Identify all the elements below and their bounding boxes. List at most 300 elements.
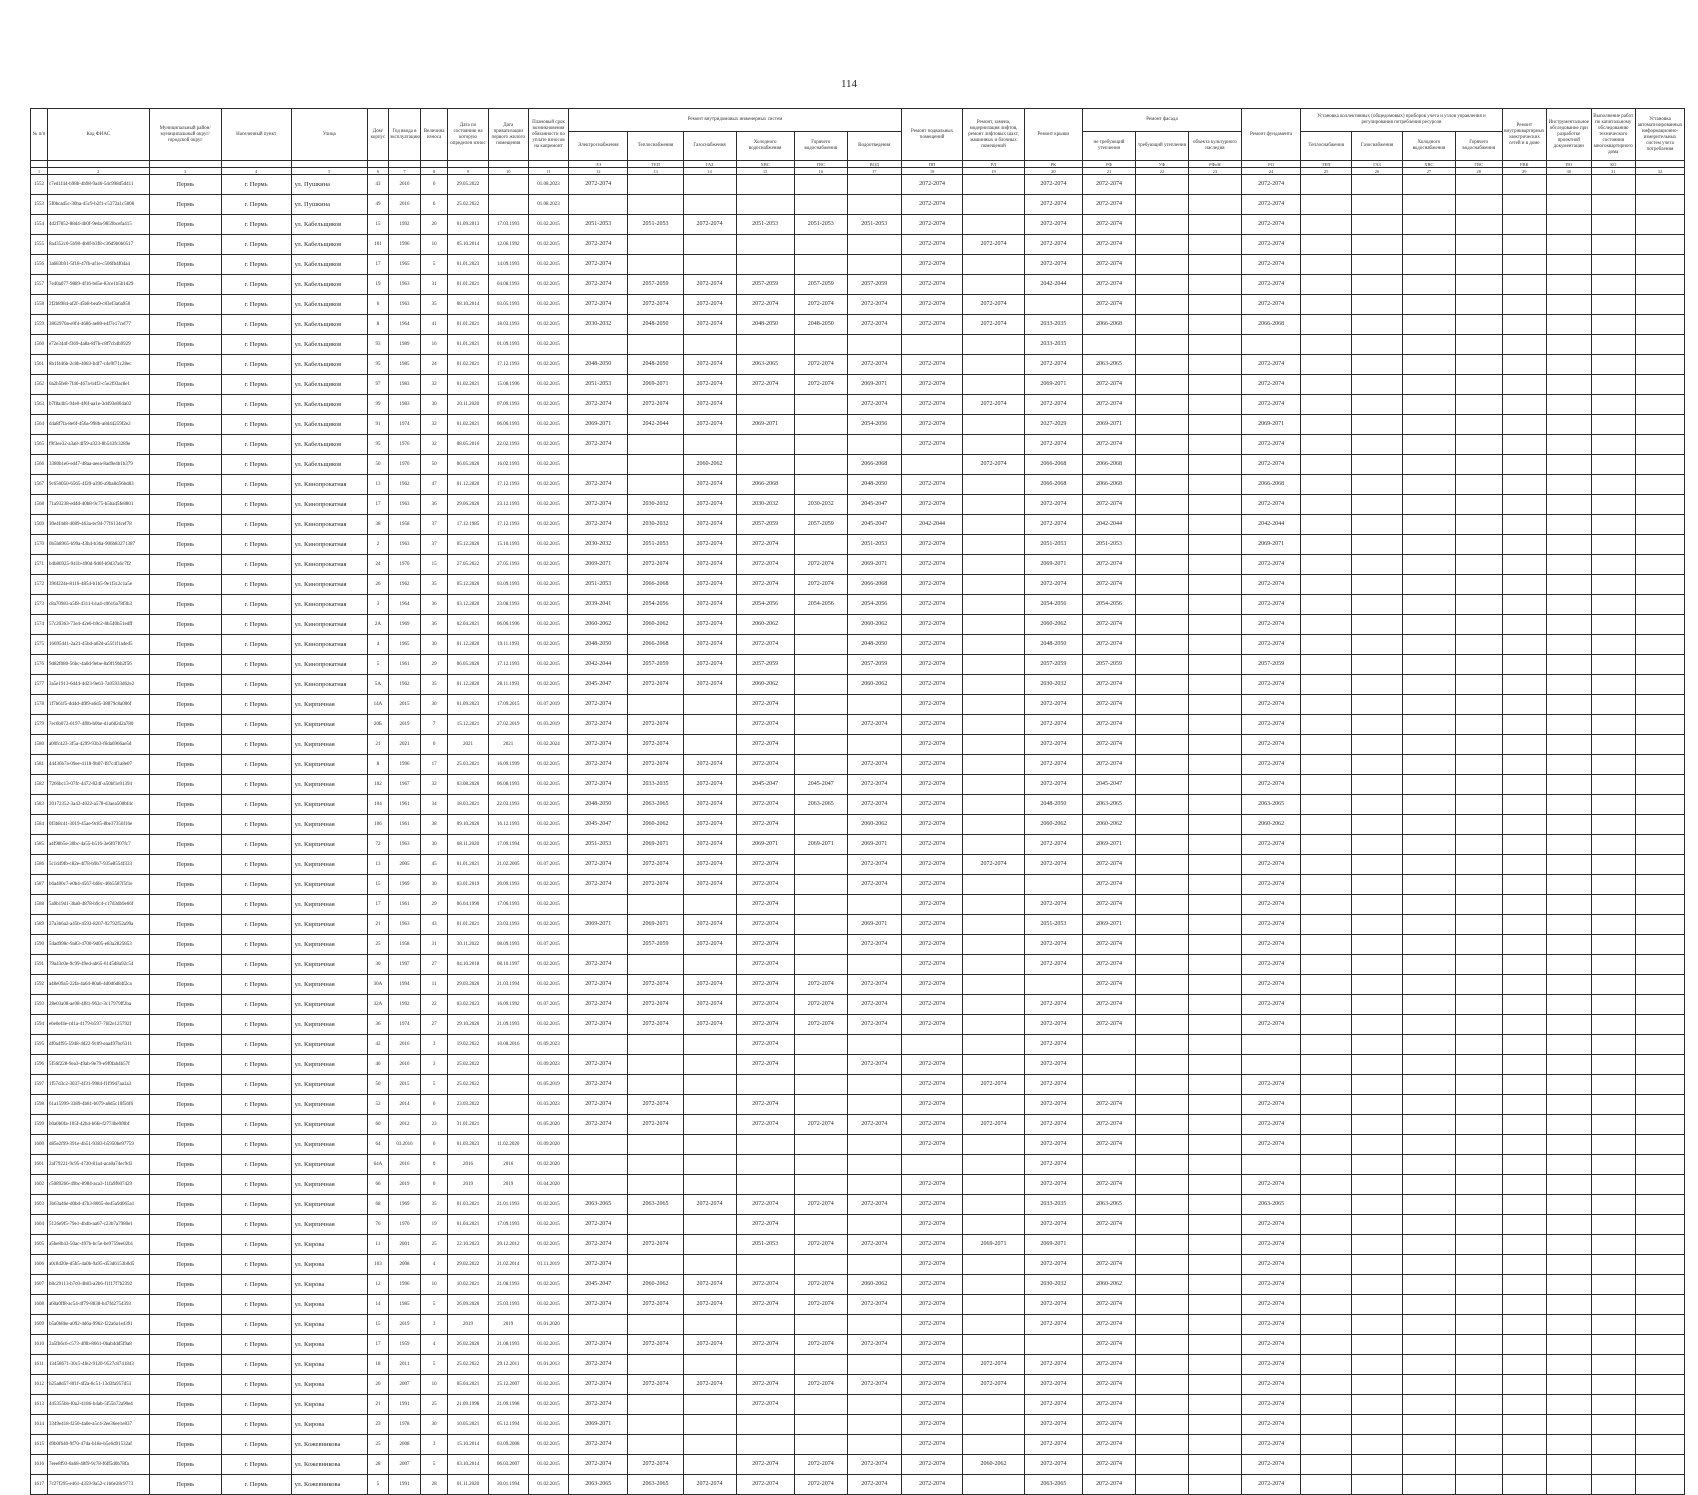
year-built-cell: 1964 xyxy=(389,595,421,615)
electric-repair-cell xyxy=(569,335,628,355)
fias-code-cell: e6e0ef4e-cd1a-4179-b597-76f2e125792f xyxy=(47,1015,149,1035)
header-col-planned: Плановый срок возникновения обязанности по уплате взносов на капремонт xyxy=(528,109,568,161)
drain-repair-cell: 2057-2059 xyxy=(847,275,901,295)
municipality-cell: Пермь xyxy=(149,1135,221,1155)
wear-cell: 4 xyxy=(420,1335,448,1355)
inspection-cell xyxy=(1547,1435,1591,1455)
date-state-cell: 01.01.2021 xyxy=(448,335,488,355)
date-privatization-cell: 05.12.1994 xyxy=(488,1415,528,1435)
hot-water-repair-cell xyxy=(794,715,847,735)
street-cell: ул. Кабельщиков xyxy=(291,235,367,255)
date-privatization-cell: 08.09.1993 xyxy=(488,935,528,955)
heat-repair-cell: 2072-2074 xyxy=(628,975,683,995)
drain-repair-cell: 2072-2074 xyxy=(847,1475,901,1495)
cold-water-repair-cell: 2072-2074 xyxy=(736,1115,794,1135)
inspection-cell xyxy=(1547,955,1591,975)
meter-cold-cell xyxy=(1402,695,1455,715)
wear-cell: 29 xyxy=(420,895,448,915)
roof-repair-cell: 2069-2071 xyxy=(1024,555,1082,575)
heat-repair-cell xyxy=(628,235,683,255)
settlement-cell: г. Пермь xyxy=(221,535,291,555)
settlement-cell: г. Пермь xyxy=(221,1195,291,1215)
settlement-cell: г. Пермь xyxy=(221,195,291,215)
gas-repair-cell xyxy=(683,255,736,275)
house-cell: 36 xyxy=(367,1015,388,1035)
table-row xyxy=(31,1355,1685,1375)
row-number-cell: 1604 xyxy=(31,1215,48,1235)
street-cell: ул. Кирпичная xyxy=(291,775,367,795)
header-sys-gas: Газоснабжения xyxy=(683,132,736,161)
facade-repair-cell: 2072-2074 xyxy=(1082,495,1135,515)
lift-repair-cell xyxy=(963,955,1024,975)
hot-water-repair-cell xyxy=(794,815,847,835)
inspection-cell xyxy=(1547,255,1591,275)
facade-heritage-cell xyxy=(1188,295,1241,315)
date-state-cell: 01.03.2021 xyxy=(448,1195,488,1215)
street-cell: ул. Кабельщиков xyxy=(291,395,367,415)
tech-survey-cell xyxy=(1591,935,1635,955)
meter-hot-cell xyxy=(1455,675,1502,695)
header-number-cell: 2 xyxy=(47,168,149,175)
drain-repair-cell xyxy=(847,1395,901,1415)
tech-survey-cell xyxy=(1591,835,1635,855)
row-number-cell: 1566 xyxy=(31,455,48,475)
facade-heritage-cell xyxy=(1188,195,1241,215)
drain-repair-cell xyxy=(847,1135,901,1155)
electric-repair-cell: 2072-2074 xyxy=(569,775,628,795)
lift-repair-cell xyxy=(963,695,1024,715)
meter-hot-cell xyxy=(1455,275,1502,295)
date-state-cell: 30.11.2022 xyxy=(448,935,488,955)
table-row xyxy=(31,1395,1685,1415)
lift-repair-cell xyxy=(963,895,1024,915)
date-privatization-cell: 17.12.1993 xyxy=(488,515,528,535)
facade-heritage-cell xyxy=(1188,675,1241,695)
lift-repair-cell xyxy=(963,495,1024,515)
wear-cell: 10 xyxy=(420,235,448,255)
tech-survey-cell xyxy=(1591,1335,1635,1355)
wiring-cell xyxy=(1502,175,1546,195)
facade-heritage-cell xyxy=(1188,1095,1241,1115)
cold-water-repair-cell: 2072-2074 xyxy=(736,1455,794,1475)
fias-code-cell: 8a4352c0-5b98-4b0f-b3f8-c36d9b0b0517 xyxy=(47,235,149,255)
electric-repair-cell: 2072-2074 xyxy=(569,1075,628,1095)
municipality-cell: Пермь xyxy=(149,295,221,315)
settlement-cell: г. Пермь xyxy=(221,275,291,295)
facade-heritage-cell xyxy=(1188,1195,1241,1215)
inspection-cell xyxy=(1547,1415,1591,1435)
facade-repair-cell: 2045-2047 xyxy=(1082,775,1135,795)
basement-repair-cell: 2072-2074 xyxy=(901,1015,962,1035)
settlement-cell: г. Пермь xyxy=(221,455,291,475)
meter-gas-cell xyxy=(1352,235,1403,255)
house-cell: 5А xyxy=(367,675,388,695)
foundation-repair-cell: 2072-2074 xyxy=(1241,455,1300,475)
cold-water-repair-cell: 2072-2074 xyxy=(736,915,794,935)
date-privatization-cell: 17.09.2015 xyxy=(488,695,528,715)
header-col-no: № п/п xyxy=(31,109,48,161)
facade-insulation-cell xyxy=(1135,435,1188,455)
year-built-cell: 1962 xyxy=(389,675,421,695)
meter-gas-cell xyxy=(1352,1355,1403,1375)
heat-repair-cell xyxy=(628,1215,683,1235)
heat-repair-cell: 2042-2044 xyxy=(628,415,683,435)
basement-repair-cell xyxy=(901,455,962,475)
facade-repair-cell: 2072-2074 xyxy=(1082,875,1135,895)
gas-repair-cell xyxy=(683,1095,736,1115)
meter-cold-cell xyxy=(1402,315,1455,335)
meter-heat-cell xyxy=(1301,1055,1352,1075)
heat-repair-cell: 2072-2074 xyxy=(628,1015,683,1035)
date-privatization-cell: 21.09.1993 xyxy=(488,1015,528,1035)
house-cell: 15 xyxy=(367,215,388,235)
inspection-cell xyxy=(1547,1355,1591,1375)
table-row xyxy=(31,835,1685,855)
facade-insulation-cell xyxy=(1135,1295,1188,1315)
table-row xyxy=(31,355,1685,375)
meter-heat-cell xyxy=(1301,295,1352,315)
date-planned-cell: 01.02.2015 xyxy=(528,215,568,235)
hot-water-repair-cell xyxy=(794,635,847,655)
facade-insulation-cell xyxy=(1135,815,1188,835)
header-sys-drain: Водоотведения xyxy=(847,132,901,161)
municipality-cell: Пермь xyxy=(149,315,221,335)
facade-heritage-cell xyxy=(1188,1435,1241,1455)
date-planned-cell: 01.03.2019 xyxy=(528,715,568,735)
facade-repair-cell: 2072-2074 xyxy=(1082,955,1135,975)
roof-repair-cell: 2027-2029 xyxy=(1024,415,1082,435)
meter-hot-cell xyxy=(1455,755,1502,775)
wiring-cell xyxy=(1502,335,1546,355)
street-cell: ул. Кирпичная xyxy=(291,975,367,995)
inspection-cell xyxy=(1547,635,1591,655)
date-privatization-cell xyxy=(488,1115,528,1135)
header-number-cell: 21 xyxy=(1082,168,1135,175)
date-state-cell: 01.02.2021 xyxy=(448,415,488,435)
row-number-cell: 1595 xyxy=(31,1035,48,1055)
inspection-cell xyxy=(1547,935,1591,955)
gas-repair-cell xyxy=(683,895,736,915)
meter-heat-cell xyxy=(1301,915,1352,935)
hot-water-repair-cell xyxy=(794,1095,847,1115)
table-row xyxy=(31,1055,1685,1075)
house-cell: 93 xyxy=(367,335,388,355)
facade-repair-cell xyxy=(1082,335,1135,355)
energy-system-cell xyxy=(1636,595,1685,615)
date-privatization-cell: 21.03.1994 xyxy=(488,975,528,995)
meter-hot-cell xyxy=(1455,915,1502,935)
meter-gas-cell xyxy=(1352,375,1403,395)
foundation-repair-cell: 2072-2074 xyxy=(1241,735,1300,755)
facade-heritage-cell xyxy=(1188,975,1241,995)
header-code-cell xyxy=(291,161,367,168)
house-cell: 20Б xyxy=(367,715,388,735)
fias-code-cell: 3a5e1913-6d44-4d23-9e63-7a05933d62e2 xyxy=(47,675,149,695)
cold-water-repair-cell xyxy=(736,175,794,195)
date-privatization-cell: 20.09.1993 xyxy=(488,875,528,895)
hot-water-repair-cell xyxy=(794,1355,847,1375)
fias-code-cell: a5be8b43-50ac-497b-bc5e-be9759ee02b1 xyxy=(47,1235,149,1255)
heat-repair-cell: 2072-2074 xyxy=(628,1335,683,1355)
settlement-cell: г. Пермь xyxy=(221,1275,291,1295)
house-cell: 28 xyxy=(367,1455,388,1475)
wear-cell: 3 xyxy=(420,1315,448,1335)
heat-repair-cell: 2060-2062 xyxy=(628,815,683,835)
meter-cold-cell xyxy=(1402,1115,1455,1135)
meter-gas-cell xyxy=(1352,495,1403,515)
meter-heat-cell xyxy=(1301,835,1352,855)
meter-heat-cell xyxy=(1301,575,1352,595)
municipality-cell: Пермь xyxy=(149,775,221,795)
date-privatization-cell: 21.08.1993 xyxy=(488,1275,528,1295)
meter-heat-cell xyxy=(1301,1215,1352,1235)
inspection-cell xyxy=(1547,895,1591,915)
drain-repair-cell: 2072-2074 xyxy=(847,1055,901,1075)
inspection-cell xyxy=(1547,375,1591,395)
municipality-cell: Пермь xyxy=(149,735,221,755)
year-built-cell: 1958 xyxy=(389,515,421,535)
lift-repair-cell xyxy=(963,795,1024,815)
meter-cold-cell xyxy=(1402,975,1455,995)
lift-repair-cell xyxy=(963,1335,1024,1355)
electric-repair-cell: 2072-2074 xyxy=(569,735,628,755)
year-built-cell: 1969 xyxy=(389,1195,421,1215)
cold-water-repair-cell: 2057-2059 xyxy=(736,275,794,295)
lift-repair-cell xyxy=(963,475,1024,495)
heat-repair-cell: 2057-2059 xyxy=(628,655,683,675)
electric-repair-cell: 2072-2074 xyxy=(569,1095,628,1115)
house-cell: 15 xyxy=(367,1315,388,1335)
municipality-cell: Пермь xyxy=(149,1075,221,1095)
header-number-cell: 22 xyxy=(1135,168,1188,175)
table-row xyxy=(31,195,1685,215)
facade-repair-cell: 2072-2074 xyxy=(1082,435,1135,455)
basement-repair-cell: 2072-2074 xyxy=(901,195,962,215)
heat-repair-cell xyxy=(628,1155,683,1175)
energy-system-cell xyxy=(1636,235,1685,255)
electric-repair-cell: 2072-2074 xyxy=(569,275,628,295)
hot-water-repair-cell xyxy=(794,255,847,275)
meter-heat-cell xyxy=(1301,535,1352,555)
meter-gas-cell xyxy=(1352,1275,1403,1295)
heat-repair-cell: 2060-2062 xyxy=(628,615,683,635)
table-row xyxy=(31,975,1685,995)
meter-gas-cell xyxy=(1352,975,1403,995)
house-cell: 18 xyxy=(367,1355,388,1375)
table-row xyxy=(31,435,1685,455)
cold-water-repair-cell xyxy=(736,1355,794,1375)
street-cell: ул. Кирпичная xyxy=(291,1015,367,1035)
house-cell: 25 xyxy=(367,935,388,955)
municipality-cell: Пермь xyxy=(149,935,221,955)
drain-repair-cell: 2072-2074 xyxy=(847,1235,901,1255)
wiring-cell xyxy=(1502,1155,1546,1175)
year-built-cell: 2016 xyxy=(389,175,421,195)
basement-repair-cell: 2072-2074 xyxy=(901,995,962,1015)
electric-repair-cell xyxy=(569,1035,628,1055)
lift-repair-cell: 2072-2074 xyxy=(963,235,1024,255)
wear-cell: 30 xyxy=(420,835,448,855)
street-cell: ул. Кинопрокатная xyxy=(291,475,367,495)
date-privatization-cell xyxy=(488,1075,528,1095)
wear-cell: 19 xyxy=(420,1215,448,1235)
energy-system-cell xyxy=(1636,195,1685,215)
settlement-cell: г. Пермь xyxy=(221,1135,291,1155)
date-privatization-cell: 25.12.2007 xyxy=(488,1375,528,1395)
lift-repair-cell xyxy=(963,555,1024,575)
meter-hot-cell xyxy=(1455,1435,1502,1455)
table-row xyxy=(31,1295,1685,1315)
wear-cell: 3 xyxy=(420,1055,448,1075)
hot-water-repair-cell xyxy=(794,935,847,955)
roof-repair-cell: 2072-2074 xyxy=(1024,255,1082,275)
energy-system-cell xyxy=(1636,615,1685,635)
heat-repair-cell xyxy=(628,1315,683,1335)
meter-cold-cell xyxy=(1402,1475,1455,1495)
date-state-cell: 06.04.1990 xyxy=(448,895,488,915)
roof-repair-cell: 2060-2062 xyxy=(1024,615,1082,635)
facade-heritage-cell xyxy=(1188,515,1241,535)
municipality-cell: Пермь xyxy=(149,855,221,875)
wear-cell: 22 xyxy=(420,995,448,1015)
date-planned-cell: 01.02.2015 xyxy=(528,295,568,315)
date-state-cell: 01.12.2020 xyxy=(448,675,488,695)
meter-hot-cell xyxy=(1455,1275,1502,1295)
heat-repair-cell: 2069-2071 xyxy=(628,835,683,855)
gas-repair-cell xyxy=(683,715,736,735)
tech-survey-cell xyxy=(1591,895,1635,915)
gas-repair-cell: 2072-2074 xyxy=(683,555,736,575)
tech-survey-cell xyxy=(1591,1215,1635,1235)
fias-code-cell: a48e09a5-22fa-4a64-80a6-4d0d6d84f2ca xyxy=(47,975,149,995)
hot-water-repair-cell: 2072-2074 xyxy=(794,375,847,395)
electric-repair-cell: 2072-2074 xyxy=(569,175,628,195)
meter-heat-cell xyxy=(1301,515,1352,535)
house-cell: 60 xyxy=(367,1115,388,1135)
cold-water-repair-cell: 2057-2059 xyxy=(736,655,794,675)
wiring-cell xyxy=(1502,875,1546,895)
gas-repair-cell: 2072-2074 xyxy=(683,995,736,1015)
row-number-cell: 1560 xyxy=(31,335,48,355)
drain-repair-cell: 2069-2071 xyxy=(847,835,901,855)
date-planned-cell: 01.02.2015 xyxy=(528,1395,568,1415)
header-number-cell: 11 xyxy=(528,168,568,175)
gas-repair-cell: 2072-2074 xyxy=(683,415,736,435)
meter-hot-cell xyxy=(1455,1215,1502,1235)
foundation-repair-cell: 2072-2074 xyxy=(1241,1175,1300,1195)
settlement-cell: г. Пермь xyxy=(221,955,291,975)
roof-repair-cell: 2072-2074 xyxy=(1024,1295,1082,1315)
municipality-cell: Пермь xyxy=(149,635,221,655)
fias-code-cell: 0b5b8965-b99a-43b4-b36a-906b83271387 xyxy=(47,535,149,555)
gas-repair-cell: 2072-2074 xyxy=(683,755,736,775)
energy-system-cell xyxy=(1636,1235,1685,1255)
wear-cell: 35 xyxy=(420,675,448,695)
wear-cell: 3 xyxy=(420,1035,448,1055)
wiring-cell xyxy=(1502,1375,1546,1395)
energy-system-cell xyxy=(1636,755,1685,775)
gas-repair-cell xyxy=(683,335,736,355)
street-cell: ул. Кирпичная xyxy=(291,1175,367,1195)
hot-water-repair-cell xyxy=(794,755,847,775)
date-privatization-cell: 2021 xyxy=(488,735,528,755)
municipality-cell: Пермь xyxy=(149,1095,221,1115)
settlement-cell: г. Пермь xyxy=(221,1375,291,1395)
meter-heat-cell xyxy=(1301,895,1352,915)
header-facade-no-insulation: не требующий утепления xyxy=(1082,132,1135,161)
date-privatization-cell: 23.12.1993 xyxy=(488,495,528,515)
wiring-cell xyxy=(1502,375,1546,395)
drain-repair-cell: 2072-2074 xyxy=(847,1335,901,1355)
municipality-cell: Пермь xyxy=(149,835,221,855)
house-cell: 23 xyxy=(367,1415,388,1435)
basement-repair-cell: 2072-2074 xyxy=(901,535,962,555)
lift-repair-cell xyxy=(963,1435,1024,1455)
facade-insulation-cell xyxy=(1135,295,1188,315)
meter-hot-cell xyxy=(1455,235,1502,255)
meter-gas-cell xyxy=(1352,1375,1403,1395)
fias-code-cell: 5126e9f5-79e1-4b4b-aa67-c23b7a7980e1 xyxy=(47,1215,149,1235)
meter-heat-cell xyxy=(1301,975,1352,995)
roof-repair-cell: 2072-2074 xyxy=(1024,1175,1082,1195)
meter-heat-cell xyxy=(1301,815,1352,835)
row-number-cell: 1576 xyxy=(31,655,48,675)
energy-system-cell xyxy=(1636,1195,1685,1215)
table-row xyxy=(31,1155,1685,1175)
wiring-cell xyxy=(1502,1035,1546,1055)
meter-gas-cell xyxy=(1352,1135,1403,1155)
facade-heritage-cell xyxy=(1188,395,1241,415)
hot-water-repair-cell xyxy=(794,235,847,255)
electric-repair-cell: 2072-2074 xyxy=(569,395,628,415)
wiring-cell xyxy=(1502,915,1546,935)
table-row xyxy=(31,1195,1685,1215)
energy-system-cell xyxy=(1636,1355,1685,1375)
meter-cold-cell xyxy=(1402,515,1455,535)
foundation-repair-cell: 2072-2074 xyxy=(1241,175,1300,195)
heat-repair-cell xyxy=(628,455,683,475)
row-number-cell: 1614 xyxy=(31,1415,48,1435)
facade-repair-cell: 2072-2074 xyxy=(1082,395,1135,415)
electric-repair-cell xyxy=(569,195,628,215)
header-code-cell: ТЕП xyxy=(628,161,683,168)
tech-survey-cell xyxy=(1591,775,1635,795)
lift-repair-cell xyxy=(963,215,1024,235)
gas-repair-cell xyxy=(683,1455,736,1475)
inspection-cell xyxy=(1547,1175,1591,1195)
energy-system-cell xyxy=(1636,715,1685,735)
heat-repair-cell: 2063-2065 xyxy=(628,1195,683,1215)
lift-repair-cell xyxy=(963,415,1024,435)
electric-repair-cell: 2051-2053 xyxy=(569,215,628,235)
meter-gas-cell xyxy=(1352,655,1403,675)
header-meter-cold: Холодного водоснабжения xyxy=(1402,132,1455,161)
row-number-cell: 1613 xyxy=(31,1395,48,1415)
date-planned-cell: 01.11.2019 xyxy=(528,1255,568,1275)
cold-water-repair-cell xyxy=(736,1415,794,1435)
facade-insulation-cell xyxy=(1135,835,1188,855)
meter-heat-cell xyxy=(1301,335,1352,355)
house-cell: 17 xyxy=(367,255,388,275)
lift-repair-cell xyxy=(963,195,1024,215)
lift-repair-cell: 2072-2074 xyxy=(963,315,1024,335)
meter-heat-cell xyxy=(1301,1095,1352,1115)
lift-repair-cell: 2072-2074 xyxy=(963,295,1024,315)
tech-survey-cell xyxy=(1591,1395,1635,1415)
meter-hot-cell xyxy=(1455,855,1502,875)
wear-cell: 35 xyxy=(420,575,448,595)
hot-water-repair-cell xyxy=(794,735,847,755)
